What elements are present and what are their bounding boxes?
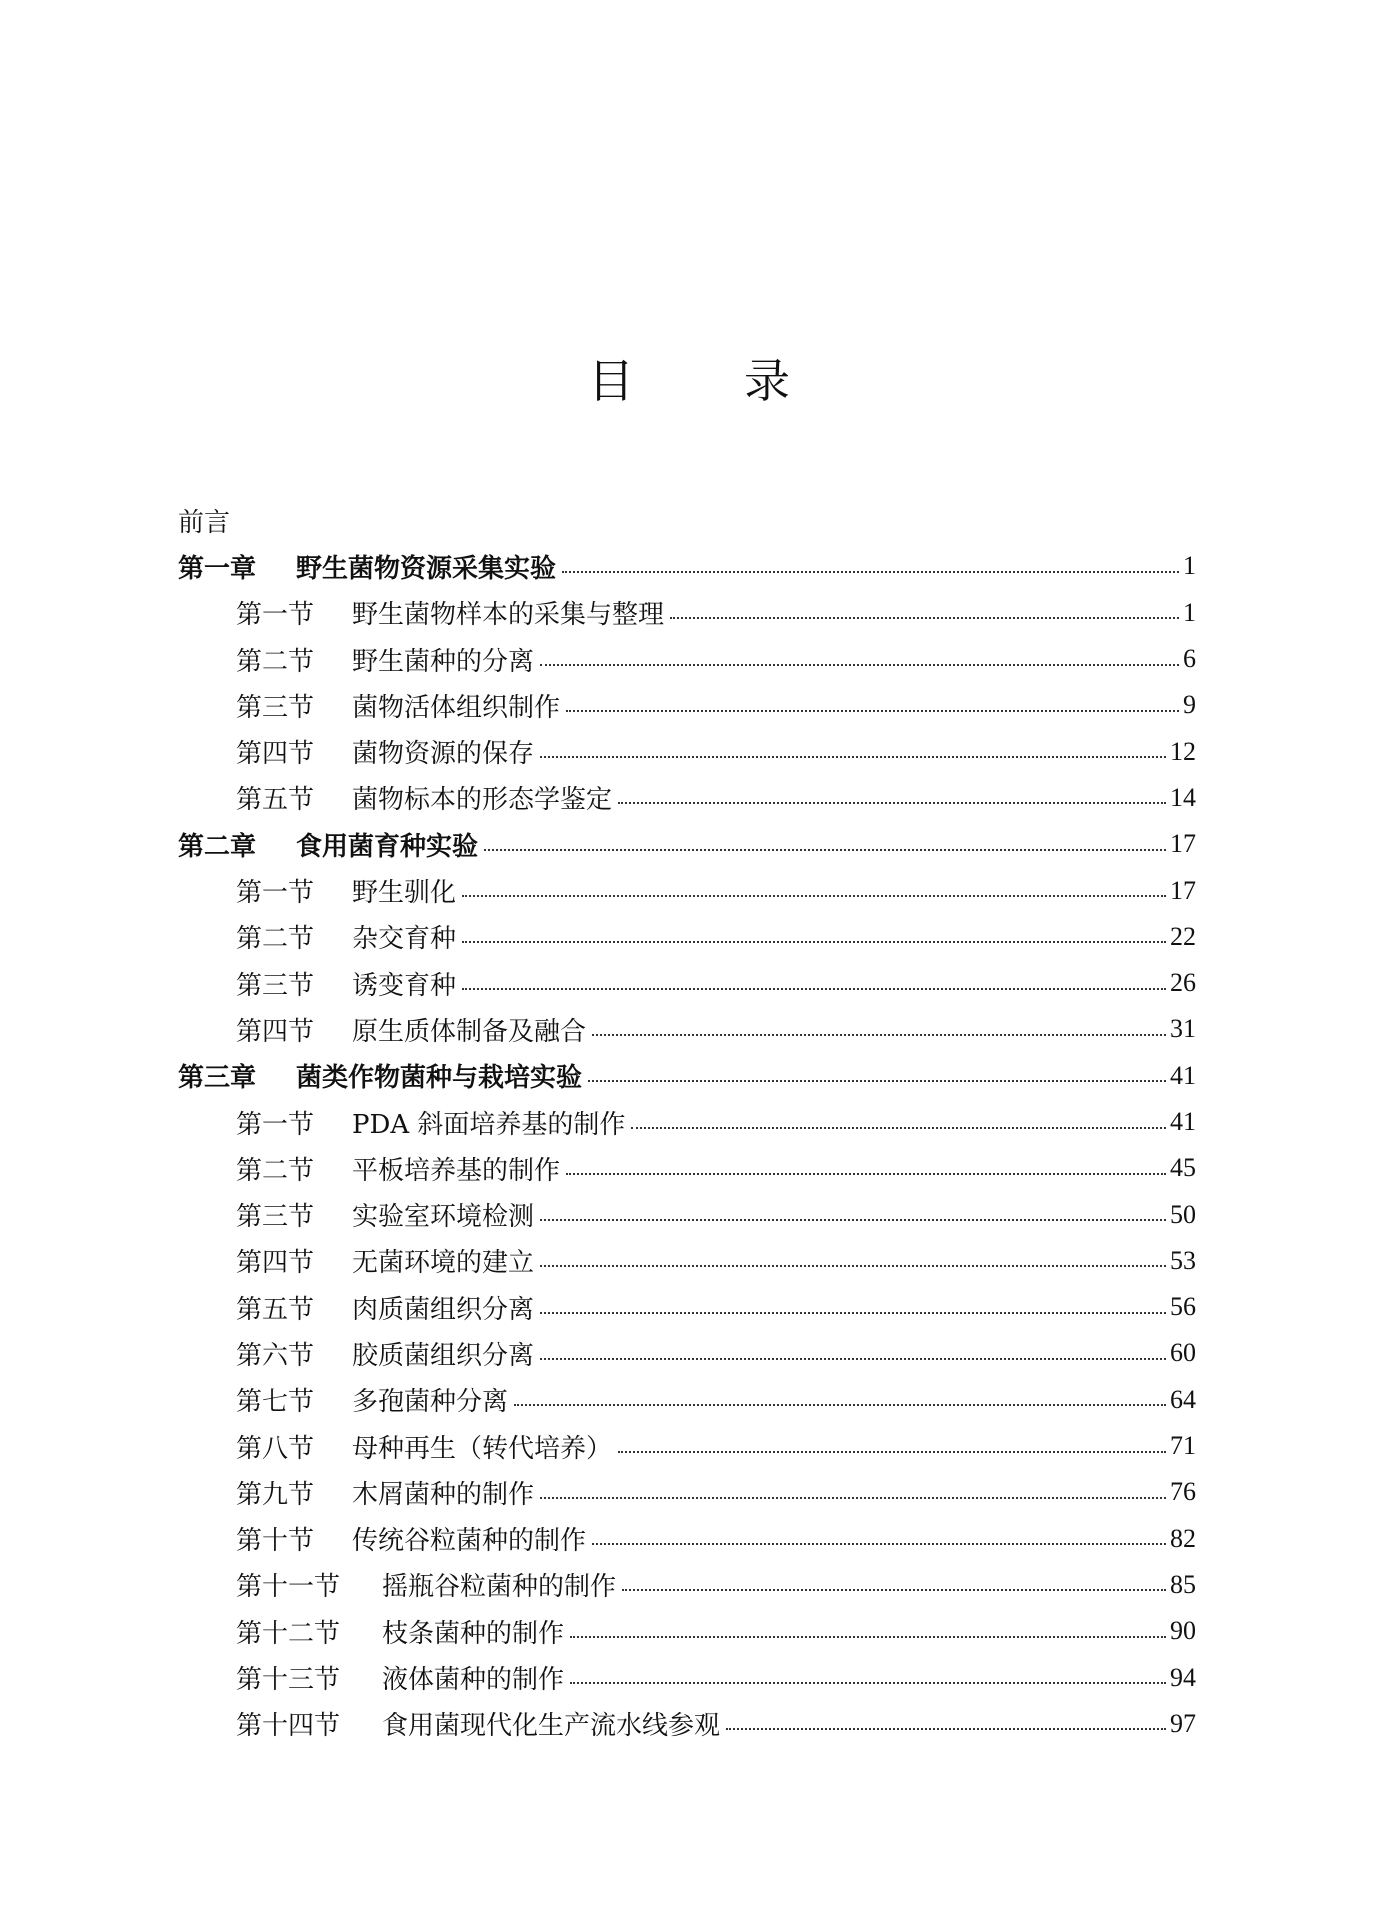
- toc-dot-leader: [540, 1357, 1166, 1360]
- toc-entry-title: 食用菌现代化生产流水线参观: [382, 1711, 721, 1742]
- toc-entry-title: 诱变育种: [352, 970, 457, 1001]
- toc-entry-title: 平板培养基的制作: [352, 1155, 561, 1186]
- toc-page-number: 71: [1170, 1431, 1196, 1461]
- toc-dot-leader: [588, 1079, 1166, 1082]
- toc-dot-leader: [540, 1496, 1166, 1499]
- toc-section-entry[interactable]: [178, 590, 1196, 636]
- toc-page-number: 53: [1170, 1245, 1196, 1275]
- toc-entry-title: 菌物活体组织制作: [352, 692, 561, 723]
- toc-page-number: 41: [1170, 1107, 1196, 1136]
- toc-entry-label: 第八节: [236, 1433, 315, 1464]
- toc-entry-title: 野生菌物资源采集实验: [296, 553, 557, 584]
- toc-entry-label: 第十二节: [236, 1618, 341, 1649]
- toc-entry-label: 第十三节: [236, 1665, 341, 1696]
- toc-entry-label: 第十一节: [236, 1572, 341, 1603]
- toc-entry-label: 第一节: [236, 878, 315, 909]
- toc-entry-label: 第三章: [178, 1063, 257, 1094]
- table-of-contents: [178, 497, 1196, 1747]
- toc-preface-label: 前言: [178, 507, 231, 538]
- toc-section-entry[interactable]: [178, 682, 1196, 728]
- toc-entry-title: 多孢菌种分离: [352, 1387, 509, 1418]
- toc-entry-label: 第七节: [236, 1387, 315, 1418]
- toc-entry-label: 第九节: [236, 1479, 315, 1510]
- toc-entry-title: 无菌环境的建立: [352, 1248, 535, 1279]
- toc-dot-leader: [726, 1727, 1166, 1730]
- toc-dot-leader: [618, 801, 1166, 804]
- toc-section-entry[interactable]: [178, 1330, 1196, 1376]
- toc-section-entry[interactable]: [178, 960, 1196, 1006]
- toc-entry-label: 第二章: [178, 831, 257, 862]
- toc-entry-label: 第一章: [178, 553, 257, 584]
- toc-entry-label: 第四节: [236, 1016, 315, 1047]
- toc-entry-label: 第五节: [236, 785, 315, 816]
- toc-entry-title: 杂交育种: [352, 924, 457, 955]
- toc-entry-title: 菌物资源的保存: [352, 739, 535, 770]
- toc-entry-label: 第四节: [236, 739, 315, 770]
- toc-dot-leader: [670, 616, 1179, 619]
- toc-dot-leader: [566, 1172, 1166, 1175]
- title-char-right: 录: [744, 354, 790, 408]
- toc-section-entry[interactable]: [178, 1469, 1196, 1515]
- toc-dot-leader: [540, 1264, 1166, 1267]
- toc-entry-title: 菌物标本的形态学鉴定: [352, 785, 613, 816]
- toc-section-entry[interactable]: [178, 636, 1196, 682]
- toc-entry-label: 第三节: [236, 692, 315, 723]
- toc-entry-title: 胶质菌组织分离: [352, 1340, 535, 1371]
- toc-preface[interactable]: [178, 497, 1196, 543]
- toc-section-entry[interactable]: [178, 1654, 1196, 1700]
- toc-entry-label: 第一节: [236, 600, 315, 631]
- toc-page-number: 97: [1170, 1708, 1196, 1738]
- toc-chapter-entry[interactable]: [178, 543, 1196, 589]
- toc-entry-title: 野生菌物样本的采集与整理: [352, 600, 665, 631]
- toc-dot-leader: [540, 663, 1179, 666]
- toc-page-number: 31: [1170, 1014, 1196, 1044]
- toc-page-number: 45: [1170, 1153, 1196, 1183]
- toc-section-entry[interactable]: [178, 1284, 1196, 1330]
- toc-dot-leader: [514, 1403, 1166, 1406]
- toc-chapter-entry[interactable]: [178, 821, 1196, 867]
- toc-section-entry[interactable]: [178, 1423, 1196, 1469]
- toc-section-entry[interactable]: [178, 867, 1196, 913]
- toc-page-number: 12: [1170, 736, 1196, 766]
- toc-dot-leader: [631, 1126, 1166, 1129]
- toc-dot-leader: [540, 1218, 1166, 1221]
- toc-page-number: 60: [1170, 1338, 1196, 1368]
- toc-page-number: 90: [1170, 1616, 1196, 1646]
- toc-entry-label: 第十四节: [236, 1711, 341, 1742]
- toc-page-number: 6: [1183, 644, 1196, 674]
- toc-dot-leader: [570, 1635, 1166, 1638]
- toc-page-number: 50: [1170, 1199, 1196, 1229]
- toc-dot-leader: [540, 1311, 1166, 1314]
- toc-page-number: 56: [1170, 1292, 1196, 1322]
- toc-entry-label: 第一节: [236, 1109, 315, 1140]
- toc-section-entry[interactable]: [178, 914, 1196, 960]
- toc-dot-leader: [562, 570, 1179, 573]
- toc-section-entry[interactable]: [178, 1516, 1196, 1562]
- toc-chapter-entry[interactable]: [178, 1053, 1196, 1099]
- toc-entry-title: 实验室环境检测: [352, 1202, 535, 1233]
- toc-dot-leader: [540, 755, 1166, 758]
- toc-page-number: 22: [1170, 921, 1196, 951]
- toc-dot-leader: [622, 1588, 1166, 1591]
- toc-page-number: 9: [1183, 690, 1196, 720]
- toc-page-number: 64: [1170, 1384, 1196, 1414]
- toc-entry-title: 木屑菌种的制作: [352, 1479, 535, 1510]
- toc-dot-leader: [462, 987, 1166, 990]
- toc-entry-title: 原生质体制备及融合: [352, 1016, 587, 1047]
- toc-dot-leader: [462, 894, 1166, 897]
- toc-entry-label: 第十节: [236, 1526, 315, 1557]
- toc-section-entry[interactable]: [178, 775, 1196, 821]
- toc-entry-title: 野生驯化: [352, 878, 457, 909]
- toc-entry-label: 第六节: [236, 1340, 315, 1371]
- toc-page-number: 26: [1170, 968, 1196, 998]
- toc-section-entry[interactable]: [178, 1238, 1196, 1284]
- toc-section-entry[interactable]: [178, 1191, 1196, 1237]
- page-title: [0, 345, 1378, 411]
- toc-entry-label: 第二节: [236, 646, 315, 677]
- toc-entry-label: 第三节: [236, 1202, 315, 1233]
- toc-page-number: 17: [1170, 829, 1196, 859]
- toc-entry-title: 液体菌种的制作: [382, 1665, 565, 1696]
- toc-section-entry[interactable]: [178, 1562, 1196, 1608]
- title-char-left: 目: [588, 354, 634, 408]
- toc-page-number: 76: [1170, 1477, 1196, 1507]
- toc-dot-leader: [462, 940, 1166, 943]
- toc-entry-title: 野生菌种的分离: [352, 646, 535, 677]
- toc-dot-leader: [484, 848, 1166, 851]
- toc-dot-leader: [570, 1681, 1166, 1684]
- toc-entry-title: 枝条菌种的制作: [382, 1618, 565, 1649]
- toc-section-entry[interactable]: [178, 1099, 1196, 1145]
- toc-entry-label: 第三节: [236, 970, 315, 1001]
- toc-entry-title: PDA 斜面培养基的制作: [352, 1109, 626, 1140]
- toc-entry-title: 摇瓶谷粒菌种的制作: [382, 1572, 617, 1603]
- toc-page-number: 94: [1170, 1662, 1196, 1692]
- toc-section-entry[interactable]: [178, 1608, 1196, 1654]
- toc-dot-leader: [566, 709, 1179, 712]
- toc-entry-title: 母种再生（转代培养）: [352, 1433, 613, 1464]
- toc-entry-label: 第四节: [236, 1248, 315, 1279]
- toc-page-number: 82: [1170, 1523, 1196, 1553]
- toc-page-number: 14: [1170, 782, 1196, 812]
- toc-page-number: 1: [1183, 597, 1196, 627]
- toc-entry-label: 第五节: [236, 1294, 315, 1325]
- toc-section-entry[interactable]: [178, 1701, 1196, 1747]
- toc-entry-title: 肉质菌组织分离: [352, 1294, 535, 1325]
- toc-dot-leader: [618, 1450, 1166, 1453]
- toc-entry-label: 第二节: [236, 924, 315, 955]
- toc-page-number: 1: [1183, 551, 1196, 581]
- toc-entry-label: 第二节: [236, 1155, 315, 1186]
- toc-section-entry[interactable]: [178, 1145, 1196, 1191]
- toc-dot-leader: [592, 1542, 1166, 1545]
- toc-entry-title: 食用菌育种实验: [296, 831, 479, 862]
- toc-section-entry[interactable]: [178, 1377, 1196, 1423]
- toc-section-entry[interactable]: [178, 1006, 1196, 1052]
- toc-entry-title: 菌类作物菌种与栽培实验: [296, 1063, 583, 1094]
- toc-dot-leader: [592, 1033, 1166, 1036]
- toc-section-entry[interactable]: [178, 728, 1196, 774]
- toc-entry-title: 传统谷粒菌种的制作: [352, 1526, 587, 1557]
- toc-page-number: 17: [1170, 875, 1196, 905]
- toc-page-number: 85: [1170, 1569, 1196, 1599]
- toc-page-number: 41: [1170, 1060, 1196, 1090]
